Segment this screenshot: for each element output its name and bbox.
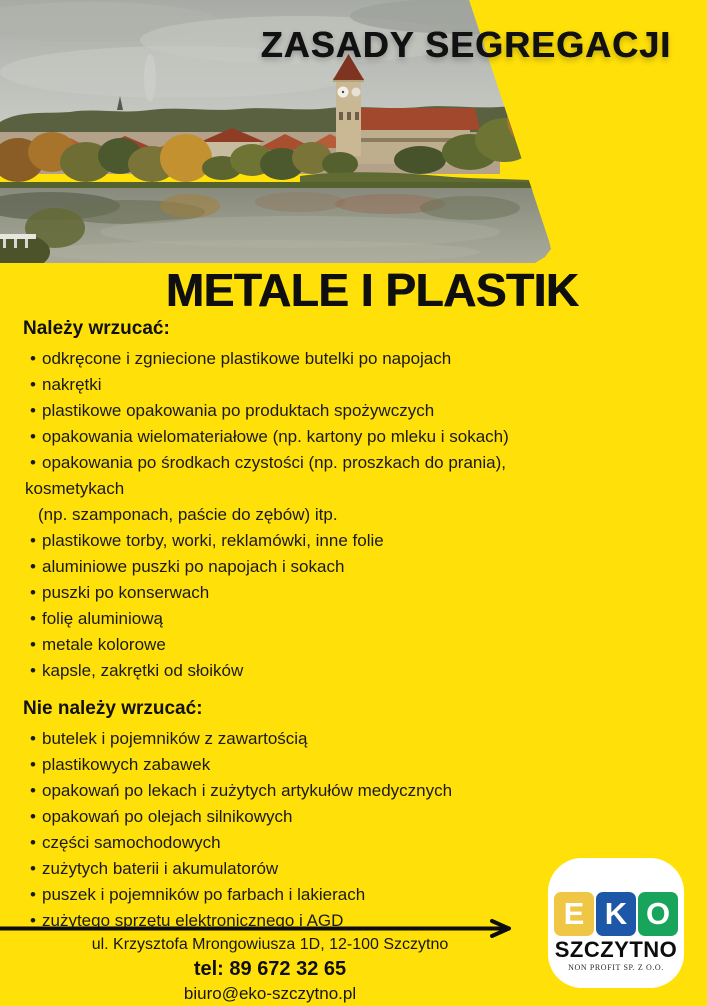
bullet-icon: •: [30, 729, 36, 748]
list-item-text: butelek i pojemników z zawartością: [42, 729, 308, 748]
list-item-text: odkręcone i zgniecione plastikowe butelki po napojach: [42, 349, 452, 368]
list-item-text: (np. szamponach, paście do zębów) itp.: [38, 505, 338, 524]
list-item-text: folię aluminiową: [42, 609, 163, 628]
not-allowed-heading: Nie należy wrzucać:: [23, 698, 203, 719]
list-item-text: puszek i pojemników po farbach i lakierach: [42, 885, 366, 904]
logo-tile-k: K: [596, 892, 636, 936]
bullet-icon: •: [30, 755, 36, 774]
list-item-text: części samochodowych: [42, 833, 221, 852]
bullet-icon: •: [30, 609, 36, 628]
bullet-icon: •: [30, 635, 36, 654]
poster-kicker-title: ZASADY SEGREGACJI: [260, 24, 671, 65]
list-item-text: opakowań po olejach silnikowych: [42, 807, 293, 826]
bullet-icon: •: [30, 349, 36, 368]
list-item: [30, 372, 697, 398]
email-text: biuro@eko-szczytno.pl: [183, 984, 357, 1003]
bullet-icon: •: [30, 661, 36, 680]
list-item: [30, 804, 697, 830]
bullet-icon: •: [30, 427, 36, 446]
list-item-text: zużytego sprzętu elektronicznego i AGD: [42, 911, 344, 930]
list-item: [30, 528, 697, 554]
bullet-icon: •: [30, 401, 36, 420]
list-item: [30, 606, 697, 632]
bullet-icon: •: [30, 557, 36, 576]
list-item: [30, 726, 697, 752]
list-item-text: kapsle, zakrętki od słoików: [42, 661, 244, 680]
phone-text: tel: 89 672 32 65: [193, 958, 347, 980]
list-item: [30, 424, 697, 450]
bullet-icon: •: [30, 781, 36, 800]
section-allowed: [23, 318, 697, 684]
logo-name: SZCZYTNO: [554, 937, 678, 962]
eko-szczytno-logo: [548, 858, 684, 988]
list-item: [30, 554, 697, 580]
bullet-icon: •: [30, 885, 36, 904]
list-item-text: aluminiowe puszki po napojach i sokach: [42, 557, 345, 576]
logo-letter-tiles: [548, 892, 684, 936]
list-item-text: opakowania wielomateriałowe (np. kartony po mleku i sokach): [42, 427, 509, 446]
logo-tile-e: E: [554, 892, 594, 936]
list-item: [30, 346, 697, 372]
bullet-icon: •: [30, 859, 36, 878]
list-item-text: plastikowe opakowania po produktach spożywczych: [42, 401, 435, 420]
bullet-icon: •: [30, 911, 36, 930]
list-item: [30, 778, 697, 804]
list-item-text: metale kolorowe: [42, 635, 166, 654]
address-text: ul. Krzysztofa Mrongowiusza 1D, 12-100 Szczytno: [91, 936, 449, 953]
list-item-text: nakrętki: [42, 375, 102, 394]
bullet-icon: •: [30, 453, 36, 472]
list-item-text: puszki po konserwach: [42, 583, 210, 602]
bullet-icon: •: [30, 583, 36, 602]
allowed-list: [25, 346, 697, 684]
list-item: [30, 398, 697, 424]
allowed-heading: Należy wrzucać:: [23, 318, 170, 339]
list-item-text: opakowania po środkach czystości (np. proszkach do prania),: [42, 453, 506, 472]
page-title: METALE I PLASTIK: [165, 264, 579, 316]
list-item: [30, 658, 697, 684]
footer-contact: [0, 934, 540, 1006]
list-item: [30, 450, 697, 476]
bullet-icon: •: [30, 375, 36, 394]
list-item: [38, 502, 697, 528]
list-item-text: plastikowe torby, worki, reklamówki, inne folie: [42, 531, 384, 550]
list-item-text: kosmetykach: [25, 479, 125, 498]
bullet-icon: •: [30, 833, 36, 852]
bullet-icon: •: [30, 531, 36, 550]
list-item: [30, 580, 697, 606]
list-item-text: opakowań po lekach i zużytych artykułów medycznych: [42, 781, 453, 800]
list-item: [30, 830, 697, 856]
logo-subtitle: NON PROFIT SP. Z O.O.: [568, 963, 664, 972]
list-item-text: plastikowych zabawek: [42, 755, 211, 774]
logo-tile-o: O: [638, 892, 678, 936]
list-item: [30, 752, 697, 778]
bullet-icon: •: [30, 807, 36, 826]
list-item: [30, 632, 697, 658]
list-item: [25, 476, 697, 502]
list-item-text: zużytych baterii i akumulatorów: [42, 859, 279, 878]
